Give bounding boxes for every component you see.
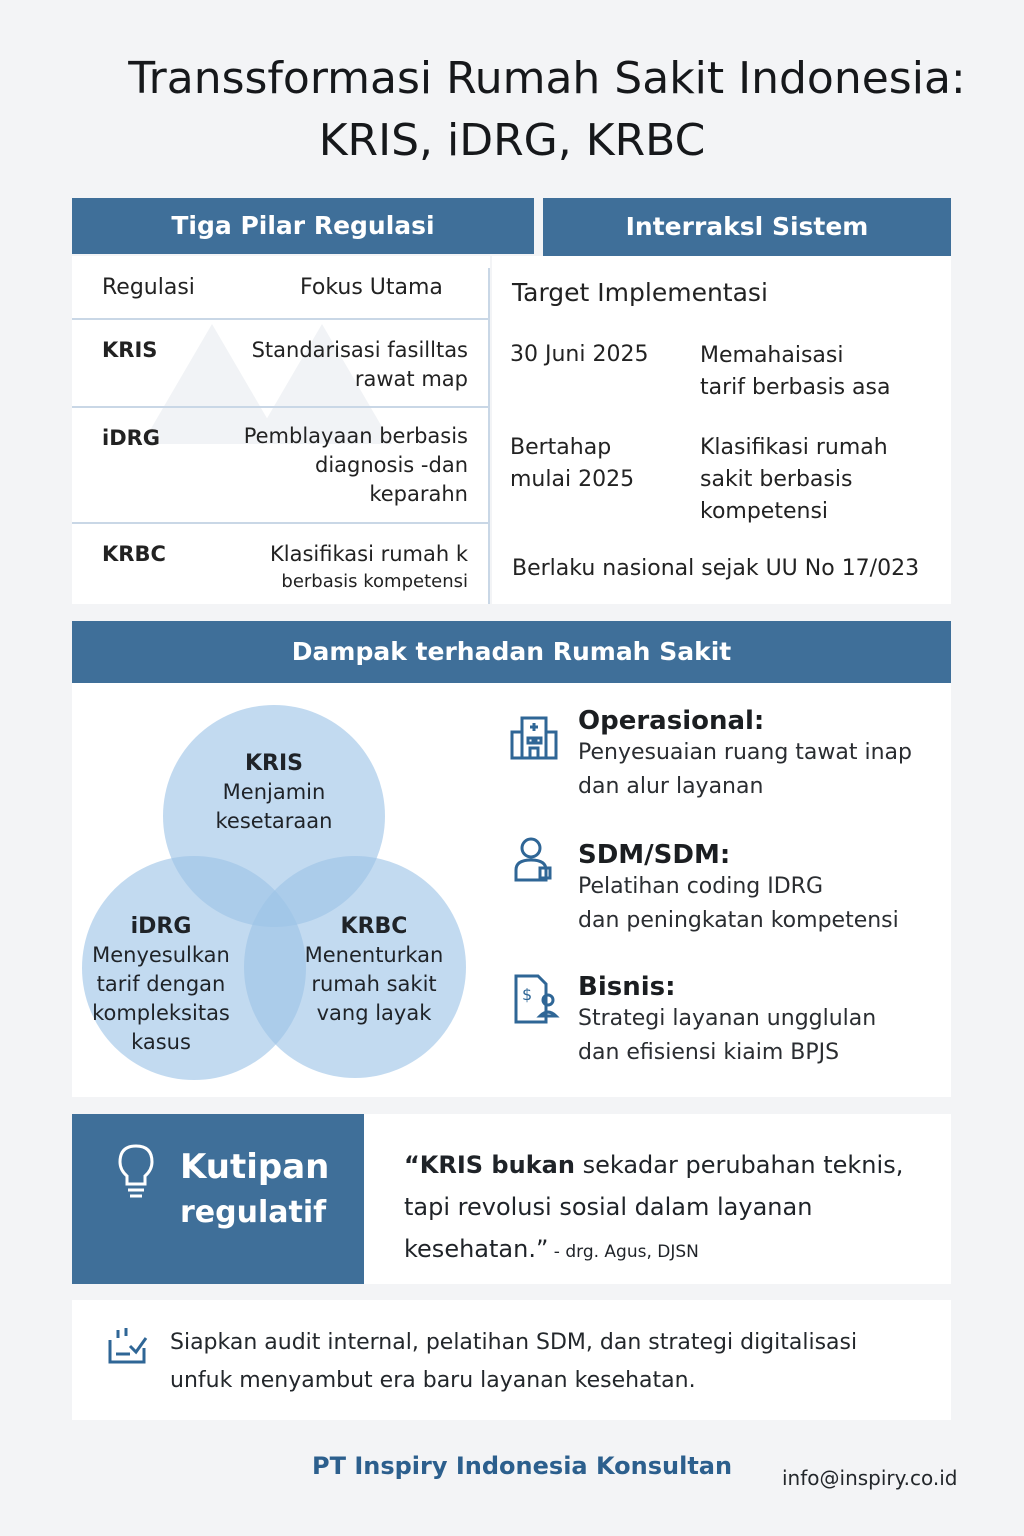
target-1-what: Memahaisasi tarif berbasis asa	[700, 343, 891, 400]
title-line-2: KRIS, iDRG, KRBC	[318, 115, 706, 166]
col-header-regulasi: Regulasi	[102, 275, 195, 300]
contact-email[interactable]: info@inspiry.co.id	[782, 1466, 958, 1490]
svg-text:$: $	[522, 985, 533, 1004]
lightbulb-icon	[114, 1138, 158, 1202]
venn-kris-text: KRIS Menjamin kesetaraan	[215, 751, 333, 833]
impact-operasional: Operasional: Penyesuaian ruang tawat inap dan alur layanan	[578, 706, 913, 799]
impact-header: Dampak terhadan Rumah Sakit	[72, 621, 951, 683]
interaction-header: Interraksl Sistem	[543, 198, 951, 256]
interaction-panel	[492, 256, 951, 604]
quote-text: “KRIS bukan sekadar perubahan teknis, tapi revolusi sosial dalam layanan kesehatan.” - drg. Agus, DJSN	[404, 1151, 904, 1263]
law-footer: Berlaku nasional sejak UU No 17/023	[512, 556, 920, 581]
person-icon	[512, 836, 554, 882]
target-1-when: 30 Juni 2025	[510, 342, 649, 367]
pillars-table	[72, 256, 490, 604]
col-header-fokus: Fokus Utama	[300, 275, 443, 300]
company-name: PT Inspiry Indonesia Konsultan	[312, 1452, 733, 1480]
page-title	[0, 48, 1024, 172]
quote-label-box	[72, 1114, 364, 1284]
impact-bisnis: Bisnis: Strategi layanan ungglulan dan efisiensi kiaim BPJS	[578, 972, 877, 1065]
pillar-idrg-focus: Pemblayaan berbasis diagnosis -dan keparahn	[243, 424, 468, 506]
checklist-icon	[106, 1326, 150, 1368]
quote-label: Kutipan regulatif	[180, 1147, 330, 1230]
venn-krbc-text: KRBC Menenturkan rumah sakit vang layak	[304, 914, 444, 1025]
column-divider	[488, 268, 490, 604]
pillar-krbc-name: KRBC	[102, 542, 166, 566]
hospital-building-icon	[508, 714, 560, 760]
pillar-kris-focus: Standarisasi fasilltas rawat map	[251, 338, 468, 391]
finance-document-icon	[512, 972, 560, 1026]
pillar-idrg-name: iDRG	[102, 426, 161, 450]
pillar-kris-name: KRIS	[102, 338, 158, 362]
impact-sdm: SDM/SDM: Pelatihan coding IDRG dan peningkatan kompetensi	[578, 840, 899, 933]
pillars-header: Tiga Pilar Regulasi	[72, 198, 534, 254]
pillar-krbc-focus: Klasifikasi rumah k berbasis kompetensi	[269, 542, 468, 592]
target-2-when: Bertahap mulai 2025	[510, 435, 635, 492]
action-text: Siapkan audit internal, pelatihan SDM, dan strategi digitalisasi unfuk menyambut era baru layanan kesehatan.	[170, 1330, 858, 1393]
target-2-what: Klasifikasi rumah sakit berbasis kompetensi	[700, 435, 888, 524]
title-line-1: Transsformasi Rumah Sakit Indonesia:	[128, 53, 966, 104]
target-title: Target Implementasi	[512, 278, 768, 307]
venn-idrg-text: iDRG Menyesulkan tarif dengan kompleksitas kasus	[92, 914, 230, 1054]
